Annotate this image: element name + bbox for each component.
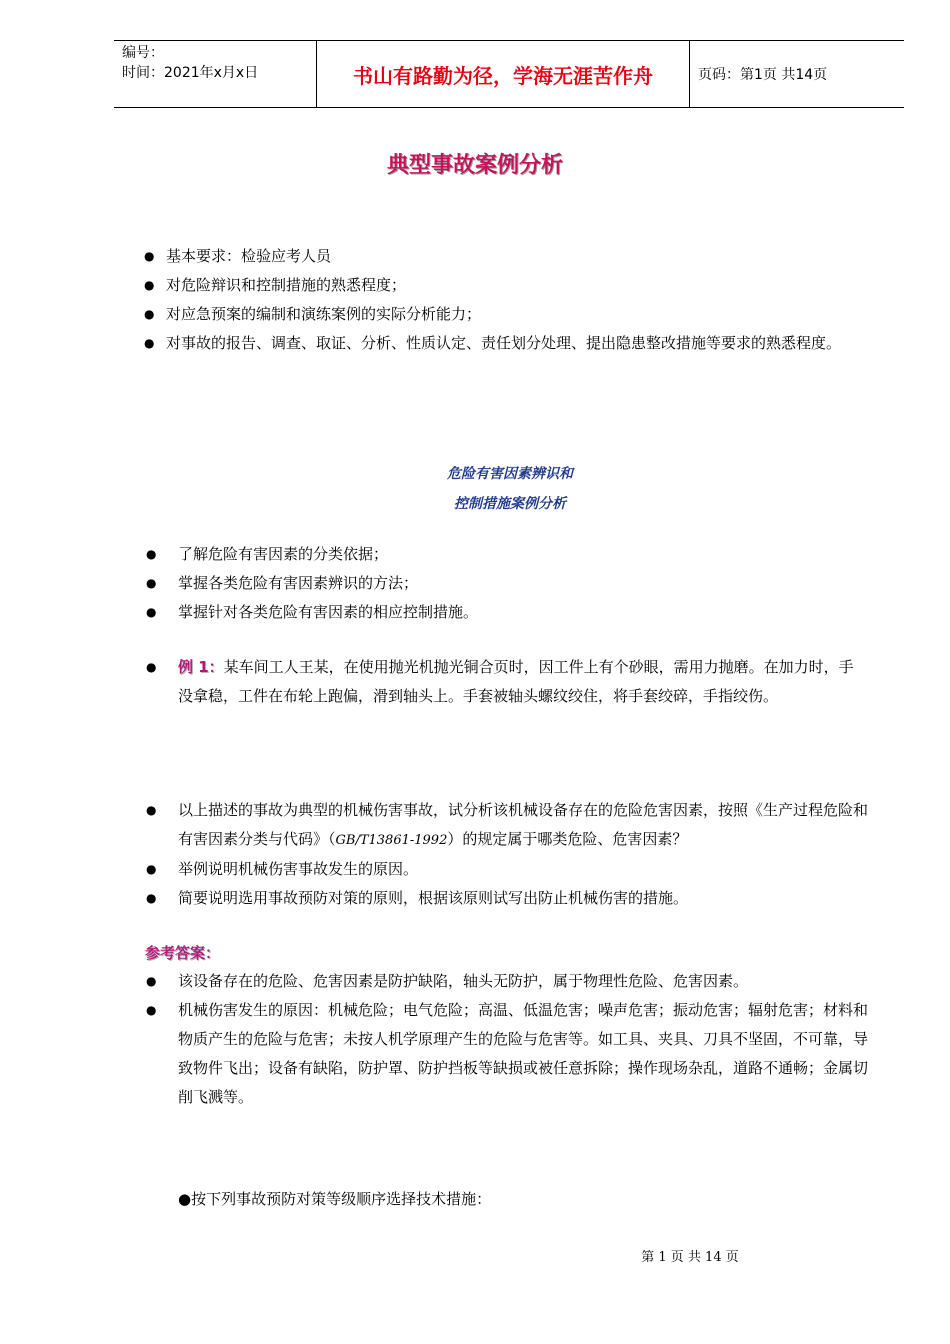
list-item: ● 掌握各类危险有害因素辨识的方法； [178, 569, 868, 598]
answer-item: ● 机械伤害发生的原因：机械危险；电气危险；高温、低温危害；噪声危害；振动危害；辐射危害；材料和物质产生的危险与危害；未按人机学原理产生的危险与危害等。如工具、夹具、刀具不坚固，不可靠，导致物件飞出；设备有缺陷，防护罩、防护挡板等缺损或被任意拆除；操作现场杂乱，道路不通畅；金属切削飞溅等。 [178, 996, 868, 1112]
bullet-icon: ● [146, 891, 157, 905]
bullet-icon: ● [146, 660, 157, 674]
bullet-icon: ● [146, 605, 157, 619]
section-title-line-1: 危险有害因素辨识和 [447, 466, 573, 482]
list-item: ● 对危险辩识和控制措施的熟悉程度； [166, 271, 872, 300]
example-item [146, 653, 868, 711]
document-date: 时间：2021年x月x日 [122, 65, 259, 81]
bullet-icon: ● [146, 974, 157, 988]
bullet-icon: ● [146, 803, 157, 817]
bullet-icon: ● [144, 278, 155, 292]
page-footer: 第 1 页 共 14 页 [641, 1250, 739, 1265]
bullet-icon: ● [146, 862, 157, 876]
example-list [146, 653, 868, 711]
document-number-label: 编号： [122, 45, 164, 61]
example-label: 例 1： [178, 658, 224, 676]
bullet-icon: ● [146, 1003, 157, 1017]
requirements-list [144, 242, 872, 358]
answer-list [146, 967, 869, 1112]
list-item: ● 了解危险有害因素的分类依据； [178, 540, 868, 569]
question-item: ● 简要说明选用事故预防对策的原则，根据该原则试写出防止机械伤害的措施。 [178, 884, 868, 913]
list-item: ● 对事故的报告、调查、取证、分析、性质认定、责任划分处理、提出隐患整改措施等要求的熟悉程度。 [166, 329, 872, 358]
list-item: ● 基本要求：检验应考人员 [166, 242, 872, 271]
bullet-icon: ● [144, 249, 155, 263]
bullet-icon: ● [144, 307, 155, 321]
standard-code: GB/T13861-1992 [335, 833, 448, 848]
answer-item: ● 该设备存在的危险、危害因素是防护缺陷，轴头无防护，属于物理性危险、危害因素。 [178, 967, 868, 996]
questions-list [146, 796, 869, 913]
header-page-info: 页码：第1页 共14页 [698, 67, 828, 83]
question-item: ● 举例说明机械伤害事故发生的原因。 [178, 855, 868, 884]
list-item: ● 掌握针对各类危险有害因素的相应控制措施。 [178, 598, 868, 627]
header-meta-cell [114, 41, 316, 107]
bullet-icon: ● [146, 547, 157, 561]
measures-intro: ●按下列事故预防对策等级顺序选择技术措施： [178, 1190, 492, 1208]
question-item: ● 以上描述的事故为典型的机械伤害事故，试分析该机械设备存在的危险危害因素，按照《生产过程危险和有害因素分类与代码》（GB/T13861-1992）的规定属于哪类危险、危害因素？ [178, 796, 868, 855]
header-motto: 书山有路勤为径，学海无涯苦作舟 [316, 41, 690, 107]
bullet-icon: ● [144, 336, 155, 350]
page-header [114, 40, 904, 108]
section-title-line-2: 控制措施案例分析 [454, 496, 566, 512]
bullet-icon: ● [146, 576, 157, 590]
list-item: ● 对应急预案的编制和演练案例的实际分析能力； [166, 300, 872, 329]
example-text: 某车间工人王某，在使用抛光机抛光铜合页时，因工件上有个砂眼，需用力抛磨。在加力时，手没拿稳，工件在布轮上跑偏，滑到轴头上。手套被轴头螺纹绞住，将手套绞碎，手指绞伤。 [178, 658, 854, 705]
answer-heading: 参考答案： [145, 944, 221, 962]
objectives-list [146, 540, 868, 627]
document-title: 典型事故案例分析 [386, 152, 563, 178]
